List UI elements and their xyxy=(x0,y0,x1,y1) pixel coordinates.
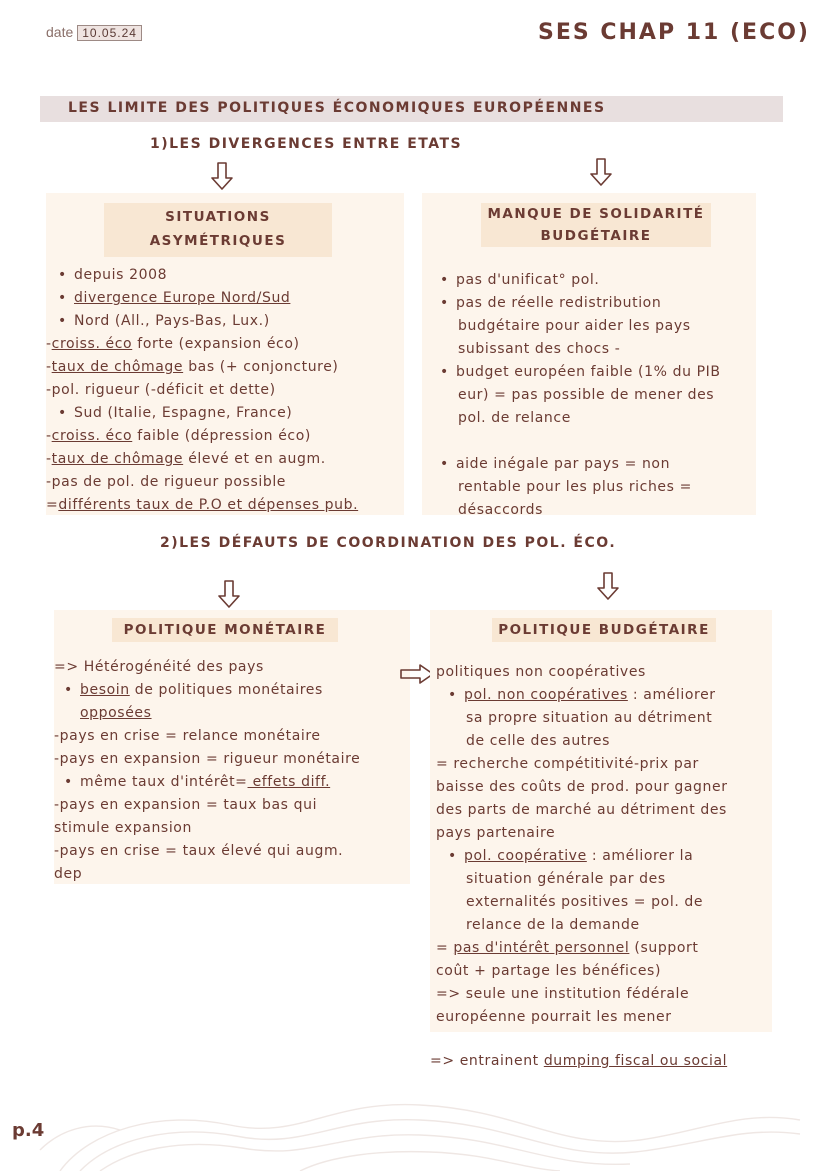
text: pas de réelle redistribution xyxy=(456,295,662,311)
text: différents taux de P.O et dépenses pub. xyxy=(58,497,359,513)
text: bas (+ conjoncture) xyxy=(183,359,339,375)
label-line: SITUATIONS xyxy=(165,209,271,225)
list-item: sa propre situation au détriment xyxy=(466,710,713,726)
text: taux de chômage xyxy=(51,359,184,375)
list-item: = recherche compétitivité-prix par xyxy=(436,756,699,772)
text: = xyxy=(46,497,59,513)
list-item xyxy=(440,292,721,315)
list-item xyxy=(440,453,721,476)
bullet xyxy=(64,774,80,790)
down-arrow-icon xyxy=(217,580,241,608)
bullet xyxy=(440,272,456,288)
main-title: LES LIMITE DES POLITIQUES ÉCONOMIQUES EUROPÉENNES xyxy=(68,100,606,116)
text: même taux d'intérêt= xyxy=(80,774,248,790)
text: faible (dépression éco) xyxy=(132,428,311,444)
bullet xyxy=(440,456,456,472)
text: => entrainent xyxy=(430,1053,544,1069)
list-item: rentable pour les plus riches = xyxy=(458,479,692,495)
list-item xyxy=(436,684,728,707)
list-item: dep xyxy=(54,866,83,882)
spacer xyxy=(440,430,721,453)
list-item xyxy=(46,448,358,471)
list-item xyxy=(46,310,358,333)
right-arrow-icon xyxy=(400,664,434,684)
conclusion-line xyxy=(430,1050,727,1073)
bullet xyxy=(58,405,74,421)
list-item xyxy=(46,333,358,356)
list-item: -pays en expansion = taux bas qui xyxy=(54,797,318,813)
bullet xyxy=(448,848,464,864)
list-item: -pays en crise = taux élevé qui augm. xyxy=(54,843,344,859)
bullet xyxy=(440,295,456,311)
list-item xyxy=(46,287,358,310)
text: pas d'intérêt personnel xyxy=(453,940,630,956)
section2-heading: 2)LES DÉFAUTS DE COORDINATION DES POL. ÉCO. xyxy=(160,535,617,551)
monetaire-notes xyxy=(54,656,360,886)
list-item: -pas de pol. de rigueur possible xyxy=(46,474,287,490)
main-title-banner xyxy=(40,96,783,122)
text: dumping fiscal ou social xyxy=(543,1053,728,1069)
list-item: => seule une institution fédérale xyxy=(436,986,690,1002)
bullet xyxy=(58,290,74,306)
list-item xyxy=(54,679,360,702)
list-item: => Hétérogénéité des pays xyxy=(54,659,264,675)
text: besoin xyxy=(80,682,130,698)
list-item xyxy=(46,264,358,287)
text: - xyxy=(46,451,52,467)
list-item: coût + partage les bénéfices) xyxy=(436,963,662,979)
bullet xyxy=(440,364,456,380)
bullet xyxy=(64,682,80,698)
date-label: date xyxy=(46,24,74,40)
list-item: de celle des autres xyxy=(466,733,611,749)
text: taux de chômage xyxy=(51,451,184,467)
decorative-waves xyxy=(0,1090,828,1171)
text: divergence Europe Nord/Sud xyxy=(74,290,291,306)
list-item: budgétaire pour aider les pays xyxy=(458,318,691,334)
label-line: ASYMÉTRIQUES xyxy=(149,233,287,249)
card-label-situations xyxy=(104,203,332,257)
list-item: -pays en crise = relance monétaire xyxy=(54,728,321,744)
list-item: européenne pourrait les mener xyxy=(436,1009,672,1025)
text: Nord (All., Pays-Bas, Lux.) xyxy=(74,313,270,329)
date-field xyxy=(46,24,142,41)
text: croiss. éco xyxy=(51,428,133,444)
label-line: BUDGÉTAIRE xyxy=(540,228,652,244)
list-item xyxy=(440,361,721,384)
text: forte (expansion éco) xyxy=(132,336,300,352)
date-value: 10.05.24 xyxy=(77,25,142,41)
budgetaire-notes xyxy=(436,661,728,1029)
text: depuis 2008 xyxy=(74,267,168,283)
card-label-monetaire: POLITIQUE MONÉTAIRE xyxy=(112,618,338,642)
list-item: subissant des chocs - xyxy=(458,341,621,357)
page-number: p.4 xyxy=(12,1120,45,1141)
list-item: eur) = pas possible de mener des xyxy=(458,387,715,403)
list-item xyxy=(46,402,358,425)
text: croiss. éco xyxy=(51,336,133,352)
text: (support xyxy=(629,940,699,956)
list-item xyxy=(54,771,360,794)
list-item: désaccords xyxy=(458,502,544,518)
list-item xyxy=(46,425,358,448)
text: budget européen faible (1% du PIB xyxy=(456,364,721,380)
list-item: pays partenaire xyxy=(436,825,556,841)
text: pas d'unificat° pol. xyxy=(456,272,600,288)
down-arrow-icon xyxy=(589,158,613,186)
down-arrow-icon xyxy=(210,162,234,190)
text: - xyxy=(46,336,52,352)
text: pol. non coopératives xyxy=(464,687,628,703)
list-item: pol. de relance xyxy=(458,410,571,426)
bullet xyxy=(58,313,74,329)
text: aide inégale par pays = non xyxy=(456,456,671,472)
bullet xyxy=(58,267,74,283)
text: opposées xyxy=(80,705,152,721)
list-item xyxy=(436,937,728,960)
solidarite-notes xyxy=(440,269,721,522)
list-item: relance de la demande xyxy=(466,917,640,933)
list-item: -pol. rigueur (-déficit et dette) xyxy=(46,382,276,398)
list-item xyxy=(440,269,721,292)
card-label-solidarite xyxy=(481,203,711,247)
list-item: des parts de marché au détriment des xyxy=(436,802,727,818)
label-line: MANQUE DE SOLIDARITÉ xyxy=(487,206,705,222)
list-item: politiques non coopératives xyxy=(436,664,646,680)
text: Sud (Italie, Espagne, France) xyxy=(74,405,293,421)
down-arrow-icon xyxy=(596,572,620,600)
chapter-title: SES CHAP 11 (ECO) xyxy=(537,20,810,45)
list-item: externalités positives = pol. de xyxy=(466,894,704,910)
text: élevé et en augm. xyxy=(183,451,326,467)
text: pol. coopérative xyxy=(464,848,587,864)
bullet xyxy=(448,687,464,703)
text: de politiques monétaires xyxy=(129,682,323,698)
section1-heading: 1)LES DIVERGENCES ENTRE ETATS xyxy=(150,136,463,152)
list-item: -pays en expansion = rigueur monétaire xyxy=(54,751,361,767)
situations-notes xyxy=(46,264,358,517)
list-item xyxy=(436,845,728,868)
list-item xyxy=(54,702,360,725)
list-item xyxy=(46,356,358,379)
list-item: stimule expansion xyxy=(54,820,192,836)
text: : améliorer xyxy=(627,687,716,703)
list-item xyxy=(46,494,358,517)
text: : améliorer la xyxy=(586,848,694,864)
card-label-budgetaire: POLITIQUE BUDGÉTAIRE xyxy=(492,618,716,642)
list-item: situation générale par des xyxy=(466,871,666,887)
text: - xyxy=(46,428,52,444)
text: effets diff. xyxy=(247,774,331,790)
text: = xyxy=(436,940,454,956)
list-item: baisse des coûts de prod. pour gagner xyxy=(436,779,728,795)
text: - xyxy=(46,359,52,375)
